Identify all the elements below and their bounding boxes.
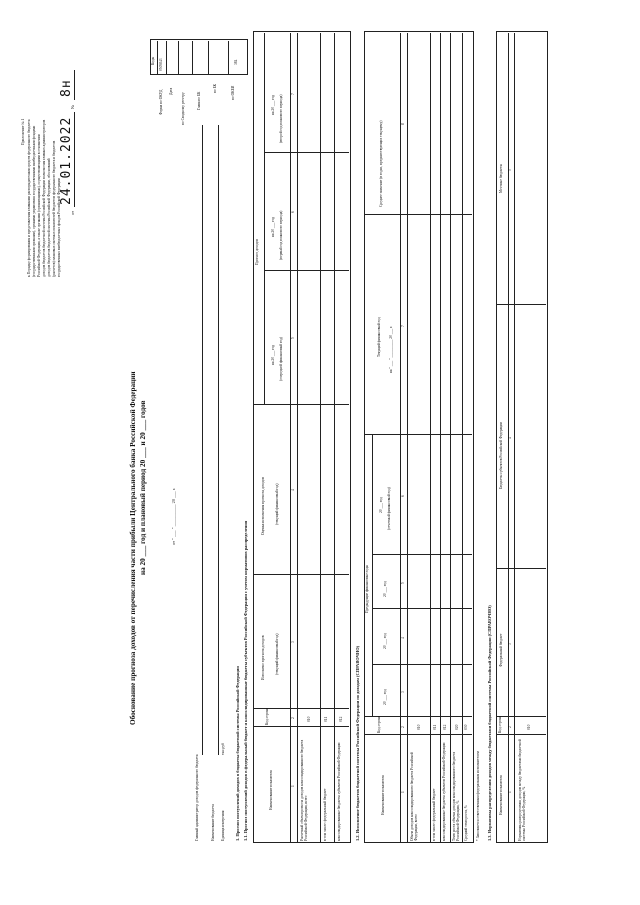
form-code: 0505843 [159,58,163,71]
t12-row-3-name: консолидированные бюджеты субъектов Российской Федерации [442,742,446,841]
t11-col-plan2: на 20 ___ год [271,94,275,115]
appendix-line-6: доходов бюджетов бюджетной системы Российской Федерации, обоснований [47,158,51,277]
t12-num-2: 2 [401,726,405,728]
doc-title: Обоснование прогноза доходов от перечисления части прибыли Центрального банка Российской Федерации [129,371,137,725]
t12-num-3: 3 [401,691,405,693]
t13-num-4: 4 [508,437,512,439]
reestr-label: по Сводному реестру [181,92,185,125]
t11-num-7: 7 [291,93,295,95]
appendix-line-5: доходов бюджетов бюджетной системы Российской Федерации полномочия главных администраторов [42,119,46,277]
form-label: Форма по ОКУД [159,89,163,115]
t11-col-plan1-sub: (первый год планового периода) [279,210,283,260]
t12-col-y4: 20 ___ год [379,497,383,513]
t13-num-1: 1 [508,791,512,793]
t12-col-current-sub: на " ___ " __________ 20 ___ г. [389,325,393,373]
t12-num-1: 1 [401,791,405,793]
appendix-line-3: (государственными органами), органами управления государственными внебюджетными фондами [32,125,36,277]
order-no-prefix: № [70,104,75,109]
unit-value: тыс.руб [221,743,225,755]
t11-num-3: 3 [291,641,295,643]
t12-row-3-code: 012 [443,724,447,730]
t11-row-1-code: 010 [307,716,311,722]
t11-col-next-sub: (очередной финансовый год) [279,336,283,381]
t11-row-3-name: консолидированные бюджеты субъектов Российской Федерации [337,742,341,841]
order-no: 8н [59,79,74,97]
t11-col-expected: Исполнено прогноза доходов [261,635,265,680]
t12-note: * Заполняется ответственным федеральным исполнителем [476,751,480,841]
appendix-line-8: государственных внебюджетных фондов Российской Федерации [57,178,61,277]
t12-row-4-code: 020 [455,724,459,730]
t11-col-next: на 20 ___ год [271,344,275,365]
t11-row-1-name: Расчетный объем прогноза доходов консолидированного бюджета Российской Федерации, всего [300,739,309,841]
unit-label: Единица измерения: [221,809,225,841]
t12-row-2-code: 011 [433,724,437,730]
t13-col-local: Местные бюджеты [499,163,503,193]
t11-col-expected-sub: (текущий финансовый год) [275,633,279,675]
t12-col-y2: 20 ___ год [383,633,387,649]
t11-num-1: 1 [291,785,295,787]
t11-col-estimate-sub: (текущий финансовый год) [275,483,279,525]
t12-row-4-name: Темп роста объема доходов консолидированного бюджета Российской Федерации, % [452,751,461,841]
budget-label: Наименование бюджета [211,804,215,841]
t12-row-1-code: 010 [417,724,421,730]
t12-num-5: 5 [401,582,405,584]
codes-box [150,39,248,75]
t11-num-5: 5 [291,337,295,339]
okei-code: 384 [234,59,238,65]
t12-col-avg: Среднее значение (в годах, предшествующих текущему) [379,120,383,207]
t13-row-1-code: 010 [527,724,531,730]
t11-num-6: 6 [291,211,295,213]
appendix-line-4: Российской Федерации, а также органами (организациями), осуществляющими в отношении [37,134,41,277]
t12-col-y4-sub: (отчетный финансовый год) [387,487,391,530]
okei-label: по ОКЕИ [231,85,235,100]
t12-row-2-name: в том числе: федеральный бюджет [432,788,436,841]
doc-date-line: от " ___ " __________ 20 ___ г. [171,487,176,545]
t13-col-fed: Федеральный бюджет [499,633,503,667]
t13-col-subj: Бюджеты субъектов Российской Федерации [499,422,503,489]
t11-col-code: Код строки [265,707,269,725]
t11-row-2-code: 011 [324,716,328,722]
t11-num-2: 2 [291,717,295,719]
t11-col-plan2-sub: (второй год планового периода) [279,94,283,143]
t12-col-y1: 20 ___ год [383,689,387,705]
bk-label: по БК [213,83,217,93]
glava-label: Глава по БК [197,91,201,110]
section-12-title: 1.2. Исполнение бюджетов бюджетной системы Российской Федерации по доходам (СПРАВОЧНО) [355,645,360,841]
t13-num-2: 2 [508,726,512,728]
t12-col-name: Наименование показателя [381,775,385,815]
doc-title-period: на 20 ___ год и плановый период 20 ___ и 20 ___ годов [139,400,147,575]
t12-num-8: 8 [401,123,405,125]
section-11-title: 1.1. Прогноз поступлений доходов в федеральный бюджет и консолидированные бюджеты субъектов Российской Федерации с учетом нормативов распределения [243,520,248,841]
t12-row-1-name: Объем доходов консолидированного бюджета Российской Федерации, всего [410,752,419,841]
order-prefix: от [70,210,75,215]
t12-row-5-name: Средний темп роста, % [464,805,468,841]
section-1-title: 1. Прогноз поступлений доходов в бюджеты бюджетной системы Российской Федерации [235,666,240,841]
table-13 [496,31,548,843]
t13-row-1-name: Нормативы распределения доходов между бюджетами бюджетной системы Российской Федерации, % [518,739,527,841]
t12-num-6: 6 [401,495,405,497]
section-13-title: 1.3. Нормативы распределения доходов между бюджетами бюджетной системы Российской Федерации (СПРАВОЧНО) [487,605,492,841]
date-label: Дата [169,87,173,95]
t11-col-name: Наименование показателя [269,770,273,810]
t13-col-name: Наименование показателя [499,775,503,815]
codes-header: Коды [151,56,155,65]
appendix-line-2: к Порядку формирования и представления главными распорядителями средств федерального бюджета [27,119,31,277]
t12-col-code: Код строки [377,715,381,733]
t11-row-3-code: 012 [339,716,343,722]
t12-col-prev: Предыдущие финансовые годы [365,564,369,613]
t13-num-3: 3 [508,643,512,645]
t13-col-code: Код строки [498,715,502,733]
t12-col-current: Текущий финансовый год [377,317,381,357]
t11-col-forecast: Прогноз доходов [255,239,259,265]
t12-num-7: 7 [401,325,405,327]
admin-label: Главный администратор доходов федерального бюджета [195,754,199,841]
t12-col-y3: 20 ___ год [383,581,387,597]
t12-num-4: 4 [401,637,405,639]
t13-num-5: 5 [508,169,512,171]
appendix-line-7: (расчетов) плановых сметных показателей бюджетов федерального бюджета и бюджетов [52,140,56,277]
t11-row-2-name: в том числе: федеральный бюджет [323,788,327,841]
t12-row-5-code: 030 [464,724,468,730]
order-date: 24.01.2022 [59,116,74,205]
t11-col-estimate: Оценка исполнения прогноза доходов [261,477,265,535]
appendix-line-1: Приложение № 1 [21,118,25,145]
t11-col-plan1: на 20 ___ год [271,216,275,237]
t11-num-4: 4 [291,489,295,491]
